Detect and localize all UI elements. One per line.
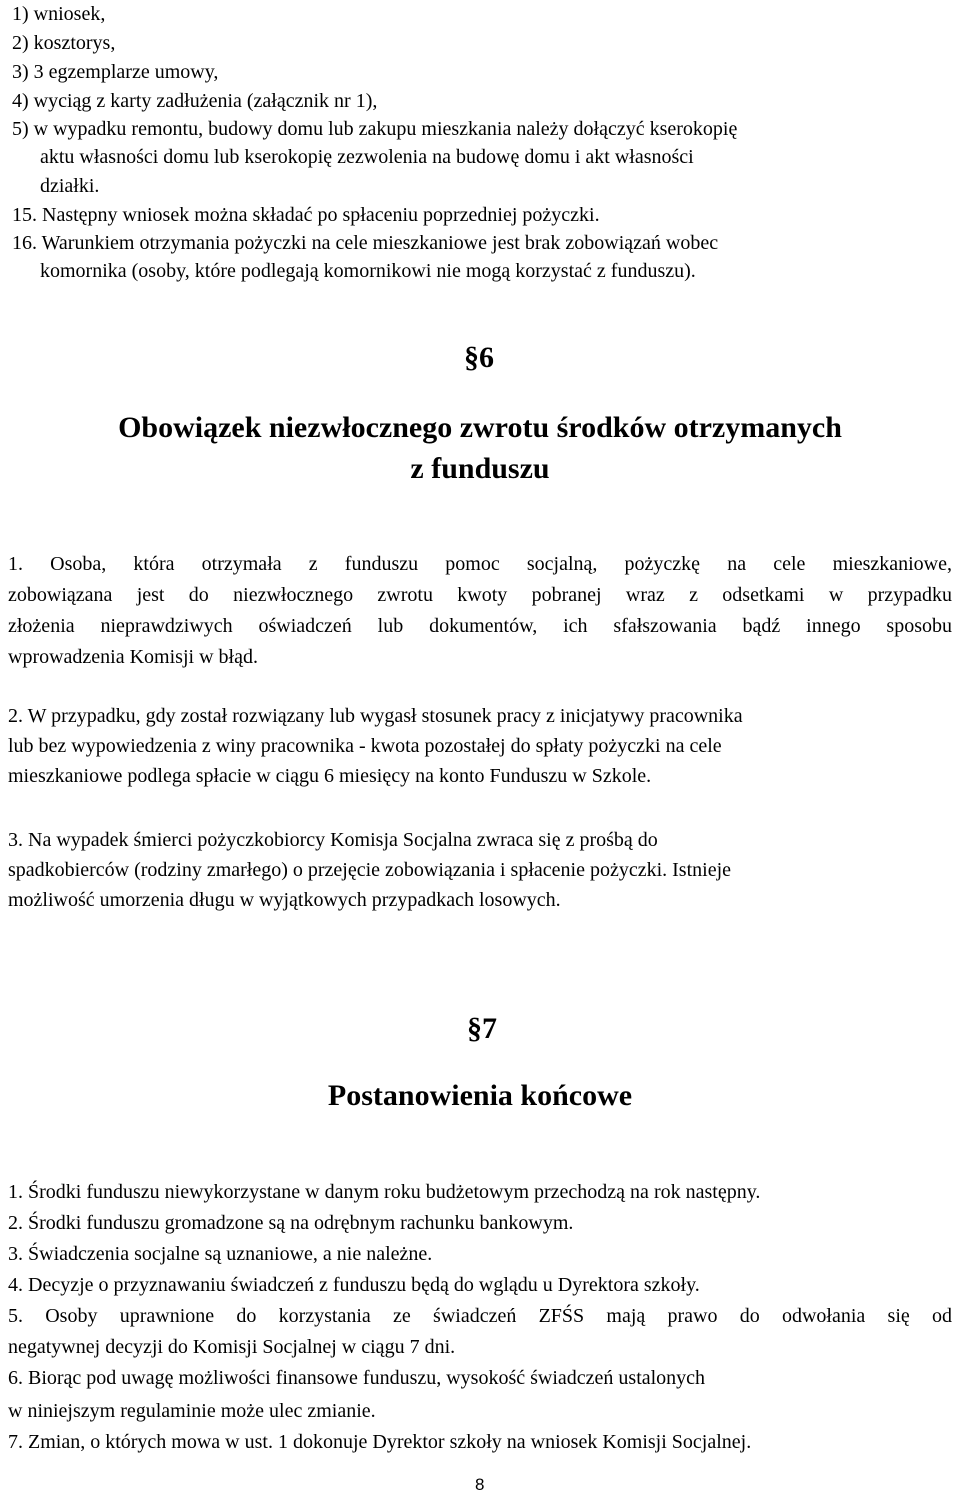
s7-item-5: 5. Osoby uprawnione do korzystania ze świadczeń ZFŚS mają prawo do odwołania się od bbox=[8, 1305, 952, 1327]
s6-p2-line3: mieszkaniowe podlega spłacie w ciągu 6 miesięcy na konto Funduszu w Szkole. bbox=[8, 765, 652, 787]
s6-p1-line2: zobowiązana jest do niezwłocznego zwrotu kwoty pobranej wraz z odsetkami w przypadku bbox=[8, 584, 952, 606]
list-item-3: 3) 3 egzemplarze umowy, bbox=[12, 61, 219, 83]
section-7-title: Postanowienia końcowe bbox=[327, 1079, 633, 1112]
section-6-number: §6 bbox=[464, 341, 494, 374]
s6-p3-line2: spadkobierców (rodziny zmarłego) o przejęcie zobowiązania i spłacenie pożyczki. Istnieje bbox=[8, 859, 732, 881]
s7-item-1: 1. Środki funduszu niewykorzystane w danym roku budżetowym przechodzą na rok następny. bbox=[8, 1181, 761, 1203]
list-item-5-cont: aktu własności domu lub kserokopię zezwolenia na budowę domu i akt własności bbox=[40, 146, 694, 168]
list-item-2: 2) kosztorys, bbox=[12, 32, 116, 54]
list-item-5: 5) w wypadku remontu, budowy domu lub zakupu mieszkania należy dołączyć kserokopię bbox=[12, 118, 738, 140]
s7-item-3: 3. Świadczenia socjalne są uznaniowe, a nie należne. bbox=[8, 1243, 433, 1265]
s6-p1-line1: 1. Osoba, która otrzymała z funduszu pomoc socjalną, pożyczkę na cele mieszkaniowe, bbox=[8, 553, 952, 575]
point-15: 15. Następny wniosek można składać po spłaceniu poprzedniej pożyczki. bbox=[12, 204, 600, 226]
s7-item-2: 2. Środki funduszu gromadzone są na odrębnym rachunku bankowym. bbox=[8, 1212, 574, 1234]
s6-p1-line4: wprowadzenia Komisji w błąd. bbox=[8, 646, 258, 668]
list-item-4: 4) wyciąg z karty zadłużenia (załącznik nr 1), bbox=[12, 90, 378, 112]
s6-p3-line1: 3. Na wypadek śmierci pożyczkobiorcy Komisja Socjalna zwraca się z prośbą do bbox=[8, 829, 658, 851]
point-16-cont: komornika (osoby, które podlegają komornikowi nie mogą korzystać z funduszu). bbox=[40, 260, 696, 282]
s6-p2-line2: lub bez wypowiedzenia z winy pracownika - kwota pozostałej do spłaty pożyczki na cele bbox=[8, 735, 722, 757]
point-16: 16. Warunkiem otrzymania pożyczki na cele mieszkaniowe jest brak zobowiązań wobec bbox=[12, 232, 719, 254]
section-7-number: §7 bbox=[467, 1012, 497, 1045]
page-number: 8 bbox=[475, 1475, 485, 1494]
s7-item-7: 7. Zmian, o których mowa w ust. 1 dokonuje Dyrektor szkoły na wniosek Komisji Socjalnej. bbox=[8, 1431, 752, 1453]
s6-p2-line1: 2. W przypadku, gdy został rozwiązany lub wygasł stosunek pracy z inicjatywy pracownika bbox=[8, 705, 743, 727]
list-item-5-cont2: działki. bbox=[40, 175, 100, 197]
section-6-title-line2: z funduszu bbox=[410, 452, 550, 485]
s7-item-5-cont: negatywnej decyzji do Komisji Socjalnej w ciągu 7 dni. bbox=[8, 1336, 456, 1358]
s7-item-6-cont: w niniejszym regulaminie może ulec zmianie. bbox=[8, 1400, 376, 1422]
list-item-1: 1) wniosek, bbox=[12, 3, 106, 25]
s7-item-4: 4. Decyzje o przyznawaniu świadczeń z funduszu będą do wglądu u Dyrektora szkoły. bbox=[8, 1274, 700, 1296]
s6-p3-line3: możliwość umorzenia długu w wyjątkowych przypadkach losowych. bbox=[8, 889, 561, 911]
s7-item-6: 6. Biorąc pod uwagę możliwości finansowe funduszu, wysokość świadczeń ustalonych bbox=[8, 1367, 706, 1389]
section-6-title-line1: Obowiązek niezwłocznego zwrotu środków otrzymanych bbox=[118, 411, 842, 444]
s6-p1-line3: złożenia nieprawdziwych oświadczeń lub dokumentów, ich sfałszowania bądź innego sposobu bbox=[8, 615, 952, 637]
